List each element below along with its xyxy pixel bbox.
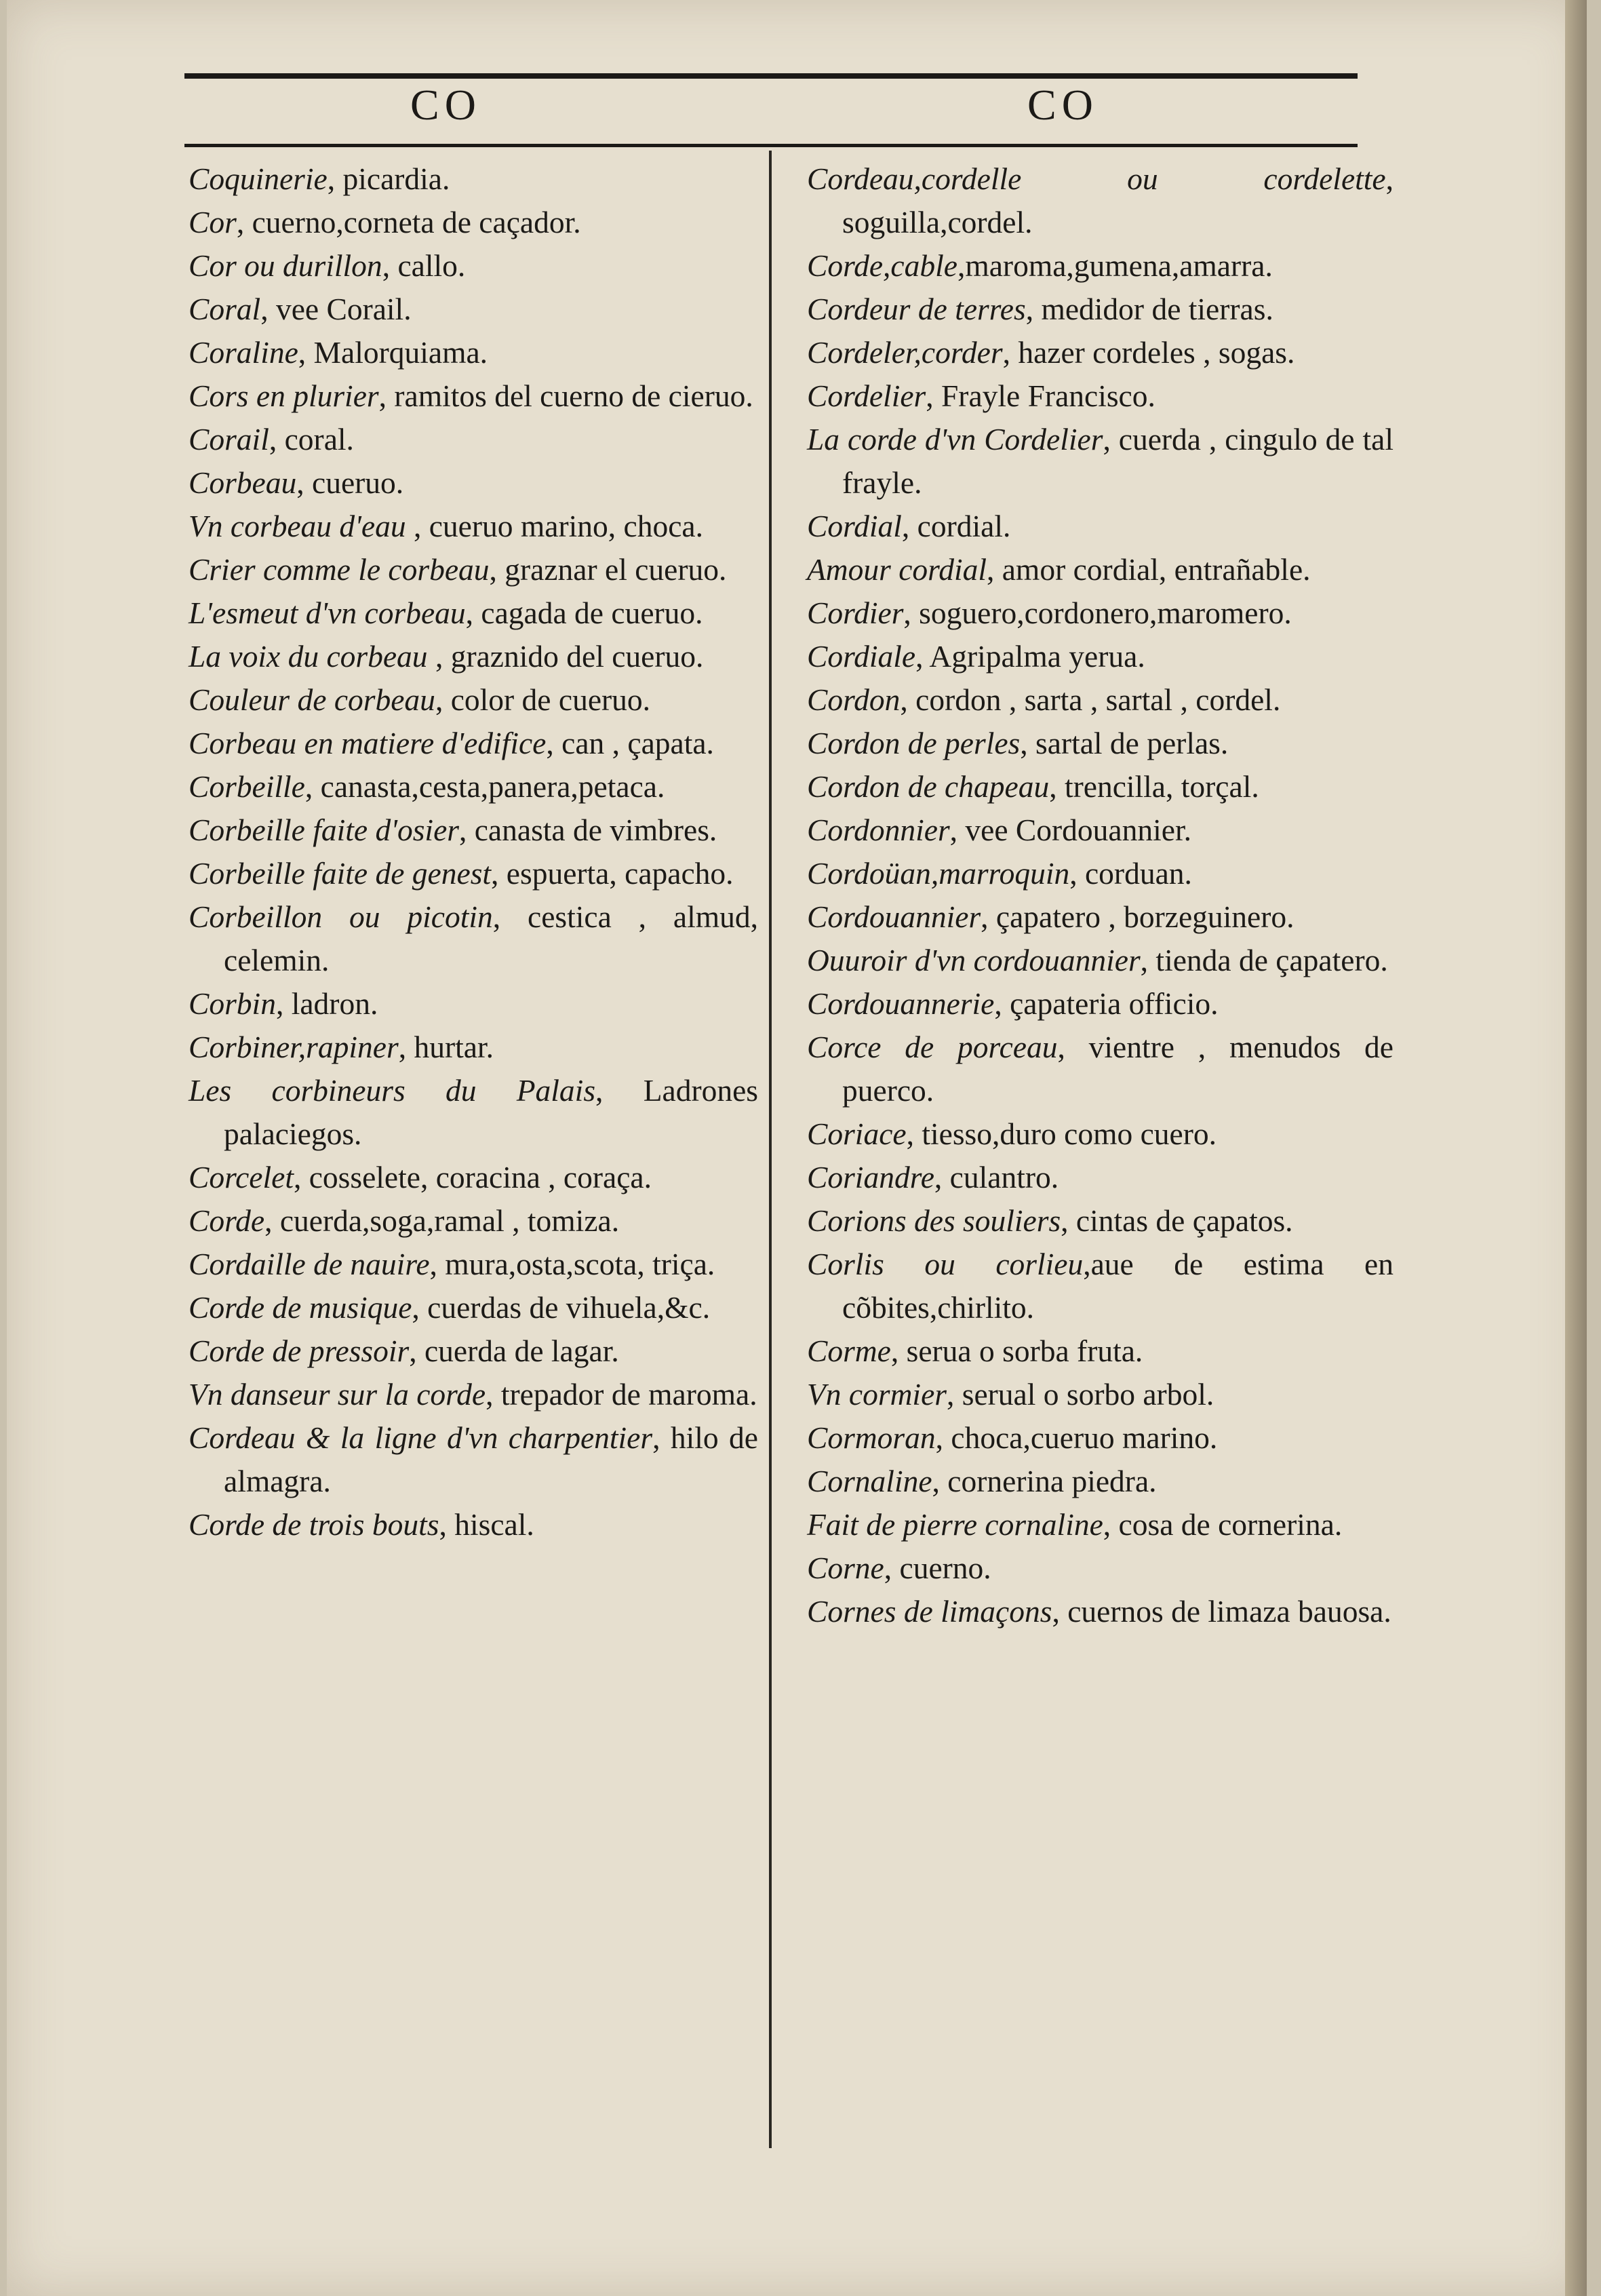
- entry-separator: ,: [901, 509, 910, 543]
- entry-definition: cintas de çapatos.: [1068, 1203, 1293, 1238]
- entry-headword: Coral: [189, 292, 261, 326]
- entry-definition: cuerdas de vihuela,&c.: [419, 1290, 711, 1325]
- entry-definition: hilo de almagra.: [224, 1420, 758, 1498]
- entry-separator: ,: [327, 161, 336, 196]
- entry-headword: Corde de pressoir: [189, 1334, 410, 1368]
- entry-definition: cagada de cueruo.: [473, 596, 703, 630]
- entry-headword: Vn cormier: [807, 1377, 947, 1412]
- page-edge: [1565, 0, 1587, 2296]
- entry-definition: amor cordial, entrañable.: [994, 552, 1311, 587]
- entry-headword: Corbeillon ou picotin: [189, 899, 493, 934]
- dictionary-entry: [189, 1199, 758, 1243]
- entry-definition: sartal de perlas.: [1027, 726, 1229, 760]
- entry-separator: ,: [1057, 1030, 1065, 1064]
- dictionary-entry: [189, 1026, 758, 1069]
- dictionary-entry: [807, 1373, 1394, 1416]
- entry-definition: cuerno,corneta de caçador.: [244, 205, 581, 239]
- entry-definition: cosa de cornerina.: [1111, 1507, 1343, 1542]
- dictionary-entry: [189, 982, 758, 1026]
- entry-separator: ,: [412, 1290, 420, 1325]
- dictionary-entry: [807, 1156, 1394, 1199]
- entry-separator: ,: [398, 1030, 407, 1064]
- dictionary-entry: [189, 1416, 758, 1503]
- entry-separator: ,: [406, 509, 422, 543]
- entry-definition: maroma,gumena,amarra.: [965, 248, 1273, 283]
- entry-headword: Crier comme le corbeau: [189, 552, 490, 587]
- entry-separator: ,: [595, 1073, 604, 1108]
- entry-definition: aue de estima en cõbites,chirlito.: [842, 1247, 1394, 1325]
- dictionary-entry: [189, 852, 758, 895]
- entry-definition: soguero,cordonero,maromero.: [911, 596, 1292, 630]
- entry-definition: ramitos del cuerno de cieruo.: [386, 378, 753, 413]
- entry-headword: Coriace: [807, 1116, 907, 1151]
- entry-separator: ,: [946, 1377, 955, 1412]
- entry-headword: Corbeille faite d'osier: [189, 813, 459, 847]
- entry-definition: graznar el cueruo.: [496, 552, 727, 587]
- entry-separator: ,: [1002, 335, 1010, 370]
- entry-definition: cornerina piedra.: [939, 1464, 1157, 1498]
- dictionary-entry: [189, 591, 758, 635]
- entry-headword: Coquinerie: [189, 161, 328, 196]
- dictionary-entry: [189, 201, 758, 244]
- entry-separator: ,: [906, 1116, 914, 1151]
- dictionary-entry: [807, 591, 1394, 635]
- dictionary-entry: [807, 1112, 1394, 1156]
- entry-definition: espuerta, capacho.: [498, 856, 734, 891]
- dictionary-entry: [189, 1503, 758, 1546]
- running-head-right: CO: [1027, 81, 1099, 129]
- entry-headword: Cordoüan,marroquin: [807, 856, 1070, 891]
- entry-definition: cestica , almud, celemin.: [224, 899, 759, 977]
- entry-definition: cosselete, coracina , coraça.: [301, 1160, 652, 1194]
- left-column: [189, 157, 758, 1546]
- entry-separator: ,: [296, 465, 304, 500]
- entry-headword: Corce de porceau: [807, 1030, 1058, 1064]
- entry-separator: ,: [435, 682, 443, 717]
- dictionary-entry: [189, 157, 758, 201]
- entry-definition: color de cueruo.: [443, 682, 651, 717]
- entry-headword: Amour cordial: [807, 552, 987, 587]
- entry-definition: cueruo marino, choca.: [421, 509, 703, 543]
- entry-definition: serual o sorbo arbol.: [954, 1377, 1214, 1412]
- entry-separator: ,: [486, 1377, 494, 1412]
- entry-separator: ,: [465, 596, 474, 630]
- entry-separator: ,: [546, 726, 554, 760]
- entry-definition: çapateria officio.: [1002, 986, 1219, 1021]
- dictionary-entry: [807, 374, 1394, 418]
- dictionary-entry: [807, 982, 1394, 1026]
- dictionary-entry: [189, 1243, 758, 1286]
- entry-definition: canasta,cesta,panera,petaca.: [313, 769, 665, 804]
- entry-separator: ,: [1061, 1203, 1069, 1238]
- entry-definition: cuerno.: [892, 1551, 991, 1585]
- dictionary-entry: [189, 1329, 758, 1373]
- entry-definition: coral.: [277, 422, 354, 456]
- entry-headword: Cordonnier: [807, 813, 950, 847]
- entry-definition: vientre , menudos de puerco.: [842, 1030, 1394, 1108]
- entry-definition: soguilla,cordel.: [842, 205, 1033, 239]
- entry-separator: ,: [293, 1160, 302, 1194]
- entry-definition: graznido del cueruo.: [443, 639, 704, 674]
- book-page: [7, 0, 1587, 2296]
- dictionary-entry: [807, 1460, 1394, 1503]
- dictionary-entry: [807, 1590, 1394, 1633]
- entry-definition: vee Corail.: [268, 292, 412, 326]
- entry-separator: ,: [304, 769, 313, 804]
- entry-headword: Coriandre: [807, 1160, 934, 1194]
- dictionary-entry: [189, 809, 758, 852]
- entry-definition: çapatero , borzeguinero.: [988, 899, 1294, 934]
- entry-definition: mura,osta,scota, triça.: [437, 1247, 715, 1281]
- entry-headword: Cordeau & la ligne d'vn charpentier: [189, 1420, 653, 1455]
- dictionary-entry: [189, 461, 758, 505]
- dictionary-entry: [189, 635, 758, 678]
- dictionary-entry: [807, 895, 1394, 939]
- entry-separator: ,: [994, 986, 1002, 1021]
- entry-headword: La corde d'vn Cordelier: [807, 422, 1103, 456]
- entry-headword: Cornes de limaçons: [807, 1594, 1052, 1629]
- dictionary-entry: [189, 1156, 758, 1199]
- entry-definition: trepador de maroma.: [493, 1377, 757, 1412]
- dictionary-entry: [189, 374, 758, 418]
- entry-definition: Agripalma yerua.: [923, 639, 1145, 674]
- dictionary-entry: [807, 244, 1394, 288]
- entry-separator: ,: [429, 1247, 437, 1281]
- entry-definition: ladron.: [283, 986, 378, 1021]
- dictionary-entry: [807, 635, 1394, 678]
- dictionary-entry: [807, 1026, 1394, 1112]
- entry-separator: ,: [915, 639, 924, 674]
- entry-definition: culantro.: [942, 1160, 1059, 1194]
- entry-separator: ,: [1052, 1594, 1060, 1629]
- dictionary-entry: [807, 765, 1394, 809]
- dictionary-entry: [189, 505, 758, 548]
- entry-headword: Cordeur de terres: [807, 292, 1026, 326]
- entry-separator: ,: [439, 1507, 447, 1542]
- entry-definition: tiesso,duro como cuero.: [913, 1116, 1217, 1151]
- dictionary-entry: [189, 331, 758, 374]
- entry-separator: ,: [949, 813, 958, 847]
- entry-separator: ,: [890, 1334, 899, 1368]
- entry-separator: ,: [935, 1420, 943, 1455]
- entry-separator: ,: [382, 248, 391, 283]
- entry-definition: Malorquiama.: [306, 335, 488, 370]
- entry-definition: cuernos de limaza bauosa.: [1059, 1594, 1391, 1629]
- entry-headword: Fait de pierre cornaline: [807, 1507, 1103, 1542]
- entry-headword: Les corbineurs du Palais: [189, 1073, 596, 1108]
- entry-separator: ,: [427, 639, 443, 674]
- entry-definition: picardia.: [335, 161, 450, 196]
- entry-headword: Corde: [189, 1203, 265, 1238]
- dictionary-entry: [189, 244, 758, 288]
- entry-headword: Cordier: [807, 596, 904, 630]
- dictionary-entry: [807, 809, 1394, 852]
- dictionary-entry: [807, 1199, 1394, 1243]
- entry-definition: hazer cordeles , sogas.: [1010, 335, 1295, 370]
- entry-headword: Corbin: [189, 986, 276, 1021]
- entry-headword: Corbeille faite de genest: [189, 856, 492, 891]
- dictionary-entry: [189, 1286, 758, 1329]
- entry-headword: Corbiner,rapiner: [189, 1030, 399, 1064]
- entry-headword: Corbeau en matiere d'edifice: [189, 726, 547, 760]
- entry-headword: Corde de musique: [189, 1290, 412, 1325]
- entry-headword: Corme: [807, 1334, 891, 1368]
- entry-definition: tienda de çapatero.: [1148, 943, 1388, 977]
- entry-headword: Cordiale: [807, 639, 916, 674]
- entry-separator: ,: [409, 1334, 417, 1368]
- entry-definition: cordon , sarta , sartal , cordel.: [907, 682, 1281, 717]
- entry-definition: can , çapata.: [553, 726, 714, 760]
- entry-headword: Cordial: [807, 509, 902, 543]
- entry-separator: ,: [986, 552, 995, 587]
- entry-separator: ,: [298, 335, 307, 370]
- entry-definition: cuerda,soga,ramal , tomiza.: [272, 1203, 620, 1238]
- entry-definition: cordial.: [909, 509, 1011, 543]
- right-column: [807, 157, 1394, 1633]
- entry-separator: ,: [926, 378, 934, 413]
- entry-separator: ,: [492, 899, 501, 934]
- dictionary-entry: [807, 678, 1394, 722]
- entry-definition: choca,cueruo marino.: [943, 1420, 1218, 1455]
- entry-definition: hurtar.: [406, 1030, 494, 1064]
- dictionary-entry: [189, 288, 758, 331]
- entry-headword: Corions des souliers: [807, 1203, 1061, 1238]
- entry-headword: L'esmeut d'vn corbeau: [189, 596, 466, 630]
- entry-headword: Corde,cable: [807, 248, 957, 283]
- dictionary-entry: [807, 331, 1394, 374]
- entry-headword: Corcelet: [189, 1160, 294, 1194]
- entry-separator: ,: [1385, 161, 1394, 196]
- entry-separator: ,: [236, 205, 245, 239]
- column-divider: [769, 151, 772, 2148]
- entry-separator: ,: [1049, 769, 1057, 804]
- entry-separator: ,: [1020, 726, 1028, 760]
- entry-separator: ,: [458, 813, 467, 847]
- dictionary-entry: [807, 1503, 1394, 1546]
- entry-headword: Corde de trois bouts: [189, 1507, 439, 1542]
- dictionary-entry: [807, 852, 1394, 895]
- entry-definition: canasta de vimbres.: [467, 813, 717, 847]
- entry-separator: ,: [903, 596, 911, 630]
- entry-headword: Cors en plurier: [189, 378, 379, 413]
- entry-headword: Cordouannier: [807, 899, 981, 934]
- entry-headword: Cordaille de nauire: [189, 1247, 430, 1281]
- entry-headword: Cordon de chapeau: [807, 769, 1050, 804]
- entry-separator: ,: [957, 248, 966, 283]
- entry-definition: Ladrones palaciegos.: [224, 1073, 758, 1151]
- entry-headword: Coraline: [189, 335, 298, 370]
- dictionary-entry: [807, 1329, 1394, 1373]
- dictionary-entry: [807, 722, 1394, 765]
- dictionary-entry: [189, 548, 758, 591]
- dictionary-entry: [807, 157, 1394, 244]
- dictionary-entry: [807, 418, 1394, 505]
- entry-separator: ,: [275, 986, 284, 1021]
- entry-separator: ,: [1069, 856, 1078, 891]
- entry-headword: Corail: [189, 422, 269, 456]
- entry-headword: Cordouannerie: [807, 986, 995, 1021]
- dictionary-entry: [189, 418, 758, 461]
- entry-headword: Cor: [189, 205, 237, 239]
- entry-headword: Corlis ou corlieu: [807, 1247, 1084, 1281]
- entry-separator: ,: [1025, 292, 1034, 326]
- dictionary-entry: [189, 1373, 758, 1416]
- entry-separator: ,: [981, 899, 989, 934]
- entry-separator: ,: [932, 1464, 940, 1498]
- header-rule: [184, 144, 1358, 147]
- entry-headword: Corne: [807, 1551, 884, 1585]
- dictionary-entry: [189, 678, 758, 722]
- entry-separator: ,: [378, 378, 387, 413]
- entry-definition: cueruo.: [304, 465, 404, 500]
- entry-separator: ,: [264, 1203, 273, 1238]
- dictionary-entry: [189, 722, 758, 765]
- entry-definition: callo.: [390, 248, 466, 283]
- entry-separator: ,: [489, 552, 497, 587]
- dictionary-entry: [807, 548, 1394, 591]
- entry-definition: cuerda de lagar.: [416, 1334, 619, 1368]
- entry-separator: ,: [491, 856, 499, 891]
- entry-separator: ,: [260, 292, 269, 326]
- dictionary-entry: [189, 895, 758, 982]
- entry-headword: Cordeler,corder: [807, 335, 1003, 370]
- entry-headword: Cornaline: [807, 1464, 932, 1498]
- entry-headword: Vn corbeau d'eau: [189, 509, 406, 543]
- entry-headword: Vn danseur sur la corde: [189, 1377, 486, 1412]
- entry-headword: Ouuroir d'vn cordouannier: [807, 943, 1141, 977]
- entry-definition: medidor de tierras.: [1033, 292, 1273, 326]
- entry-headword: Cordelier: [807, 378, 926, 413]
- entry-definition: cuerda , cingulo de tal frayle.: [842, 422, 1394, 500]
- entry-definition: corduan.: [1077, 856, 1192, 891]
- entry-headword: Corbeille: [189, 769, 305, 804]
- entry-separator: ,: [1140, 943, 1149, 977]
- entry-headword: La voix du corbeau: [189, 639, 428, 674]
- entry-separator: ,: [1103, 422, 1111, 456]
- entry-headword: Cordon de perles: [807, 726, 1021, 760]
- entry-separator: ,: [934, 1160, 943, 1194]
- entry-separator: ,: [269, 422, 277, 456]
- entry-headword: Couleur de corbeau: [189, 682, 435, 717]
- entry-headword: Cormoran: [807, 1420, 936, 1455]
- entry-separator: ,: [1083, 1247, 1091, 1281]
- entry-definition: trencilla, torçal.: [1056, 769, 1259, 804]
- top-rule: [184, 73, 1358, 79]
- entry-separator: ,: [1103, 1507, 1111, 1542]
- dictionary-entry: [807, 288, 1394, 331]
- entry-definition: Frayle Francisco.: [933, 378, 1155, 413]
- entry-headword: Corbeau: [189, 465, 297, 500]
- entry-definition: serua o sorba fruta.: [898, 1334, 1143, 1368]
- entry-separator: ,: [900, 682, 908, 717]
- entry-headword: Cor ou durillon: [189, 248, 382, 283]
- entry-headword: Cordeau,cordelle ou cordelette: [807, 161, 1386, 196]
- entry-definition: hiscal.: [446, 1507, 534, 1542]
- dictionary-entry: [807, 1243, 1394, 1329]
- entry-definition: vee Cordouannier.: [957, 813, 1191, 847]
- dictionary-entry: [189, 1069, 758, 1156]
- running-head-left: CO: [410, 81, 481, 129]
- entry-separator: ,: [884, 1551, 892, 1585]
- dictionary-entry: [807, 1546, 1394, 1590]
- dictionary-entry: [807, 1416, 1394, 1460]
- dictionary-entry: [189, 765, 758, 809]
- entry-separator: ,: [652, 1420, 660, 1455]
- dictionary-entry: [807, 939, 1394, 982]
- entry-headword: Cordon: [807, 682, 901, 717]
- dictionary-entry: [807, 505, 1394, 548]
